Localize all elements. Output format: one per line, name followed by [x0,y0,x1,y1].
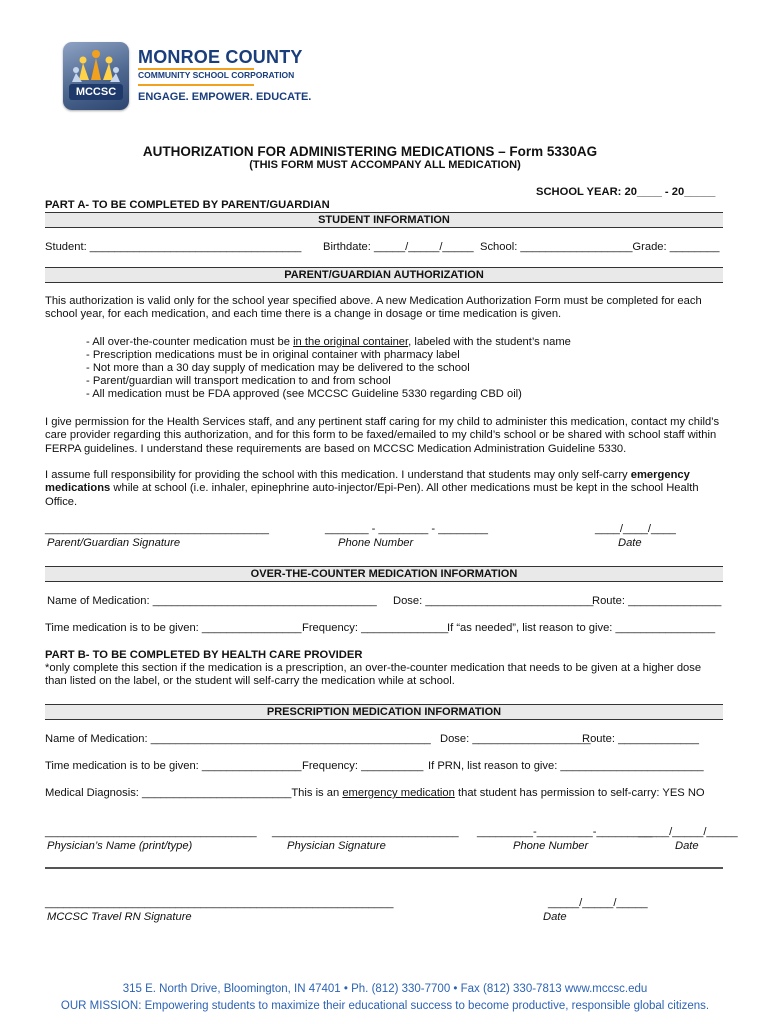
rule-pharmacy-label: - Prescription medications must be in original container with pharmacy label [86,349,460,361]
school-year-field[interactable]: SCHOOL YEAR: 20____ - 20_____ [536,186,716,198]
rx-medication-name-field[interactable]: Name of Medication: _____________________________________________ [45,733,431,745]
student-name-field[interactable]: Student: __________________________________ [45,241,302,253]
emergency-medication-text: emergency medication [342,787,455,799]
physician-date-line[interactable]: _____/_____/_____ [638,826,738,838]
part-b-note: *only complete this section if the medication is a prescription, an over-the-counter medication that needs to be given at a higher dose than listed on the label, or the student will self-carry the medication while at school. [45,662,702,688]
physician-name-line[interactable]: __________________________________ [45,826,257,838]
rn-signature-line[interactable]: ________________________________________________________ [45,897,394,909]
rule-text: - All over-the-counter medication must be [86,336,294,348]
otc-route-field[interactable]: Route: _______________ [592,595,722,607]
physician-phone-line[interactable]: _________-_________-_________ [477,826,653,838]
school-grade-field[interactable]: School: __________________Grade: ________ [480,241,720,253]
rule-transport: - Parent/guardian will transport medication to and from school [86,375,391,387]
parent-date-label: Date [618,537,642,549]
otc-dose-field[interactable]: Dose: ___________________________ [393,595,594,607]
diagnosis-text: Medical Diagnosis: ________________________This is an [45,787,343,799]
part-b-heading: PART B- TO BE COMPLETED BY HEALTH CARE PROVIDER [45,649,363,661]
otc-reason-field[interactable]: If “as needed”, list reason to give: ________________ [447,622,716,634]
parent-signature-label: Parent/Guardian Signature [47,537,181,549]
rx-frequency-field[interactable]: Frequency: __________ [302,760,424,772]
physician-signature-line[interactable]: ______________________________ [272,826,459,838]
rule-underlined-text: in the original container [293,336,409,348]
diagnosis-field[interactable] [45,787,705,799]
logo-emblem [63,42,129,110]
section-divider [45,867,723,869]
prescription-bar: PRESCRIPTION MEDICATION INFORMATION [45,704,723,720]
birthdate-field[interactable]: Birthdate: _____/_____/_____ [323,241,474,253]
logo-divider [138,84,254,86]
validity-paragraph: This authorization is valid only for the school year specified above. A new Medication Authorization Form must be completed for each school year, for each medication, and each time there is a change in dosage or time medication is given. [45,295,702,321]
self-carry-yes-no[interactable]: that student has permission to self-carry: YES NO [454,787,705,799]
rx-route-field[interactable]: Route: _____________ [582,733,699,745]
people-icon [63,42,129,110]
parent-date-line[interactable]: ____/____/____ [595,523,676,535]
form-subtitle: (THIS FORM MUST ACCOMPANY ALL MEDICATION) [249,159,521,171]
permission-paragraph: I give permission for the Health Services staff, and any pertinent staff caring for my child to administer this medication, contact my child’s care provider regarding this authorization, and for this form to be faxed/emailed to my child’s school or be shared with school staff within FERPA guidelines. I understand these requirements are based on MCCSC Medication Administration Guideline 5330. [45,416,720,455]
otc-medication-name-field[interactable]: Name of Medication: ____________________________________ [47,595,377,607]
rn-date-label: Date [543,911,567,923]
otc-time-field[interactable]: Time medication is to be given: ________________ [45,622,302,634]
parent-signature-line[interactable]: ____________________________________ [45,523,269,535]
physician-signature-label: Physician Signature [287,840,386,852]
student-info-bar: STUDENT INFORMATION [45,212,723,228]
rule-fda-approved: - All medication must be FDA approved (see MCCSC Guideline 5330 regarding CBD oil) [86,388,522,400]
paragraph-text: while at school (i.e. inhaler, epinephrine auto-injector/Epi-Pen). All other medications must be kept in the school Health Office. [45,482,699,508]
parent-authorization-bar: PARENT/GUARDIAN AUTHORIZATION [45,267,723,283]
physician-date-label: Date [675,840,699,852]
emergency-medications-text: emergency medications [45,469,690,495]
rule-text: , labeled with the student’s name [408,336,571,348]
otc-medication-bar: OVER-THE-COUNTER MEDICATION INFORMATION [45,566,723,582]
footer-address: 315 E. North Drive, Bloomington, IN 47401 • Ph. (812) 330-7700 • Fax (812) 330-7813 www.mccsc.edu [122,983,648,995]
physician-phone-label: Phone Number [513,840,589,852]
rule-original-container [86,336,571,348]
responsibility-paragraph [45,469,725,509]
parent-phone-label: Phone Number [338,537,414,549]
rn-date-line[interactable]: _____/_____/_____ [548,897,648,909]
logo-tagline: ENGAGE. EMPOWER. EDUCATE. [138,91,312,103]
rx-time-field[interactable]: Time medication is to be given: ________________ [45,760,302,772]
form-title: AUTHORIZATION FOR ADMINISTERING MEDICATIONS – Form 5330AG [142,144,598,159]
footer-mission: OUR MISSION: Empowering students to maximize their educational success to become productive, responsible global citizens. [60,1000,710,1012]
paragraph-text: I assume full responsibility for providing the school with this medication. I understand that students may only self-carry [45,469,631,481]
part-a-heading: PART A- TO BE COMPLETED BY PARENT/GUARDIAN [45,199,330,211]
rule-30-day-supply: - Not more than a 30 day supply of medication may be delivered to the school [86,362,470,374]
logo-corporation: COMMUNITY SCHOOL CORPORATION [138,70,295,80]
rx-dose-field[interactable]: Dose: ___________________ [440,733,591,745]
logo-badge-text: MCCSC [75,86,117,98]
rx-reason-field[interactable]: If PRN, list reason to give: _______________________ [428,760,704,772]
rn-signature-label: MCCSC Travel RN Signature [47,911,192,923]
physician-name-label: Physician’s Name (print/type) [47,840,193,852]
logo-district-name: MONROE COUNTY [138,47,303,67]
parent-phone-line[interactable]: _______ - ________ - ________ [325,523,488,535]
otc-frequency-field[interactable]: Frequency: ______________ [302,622,449,634]
